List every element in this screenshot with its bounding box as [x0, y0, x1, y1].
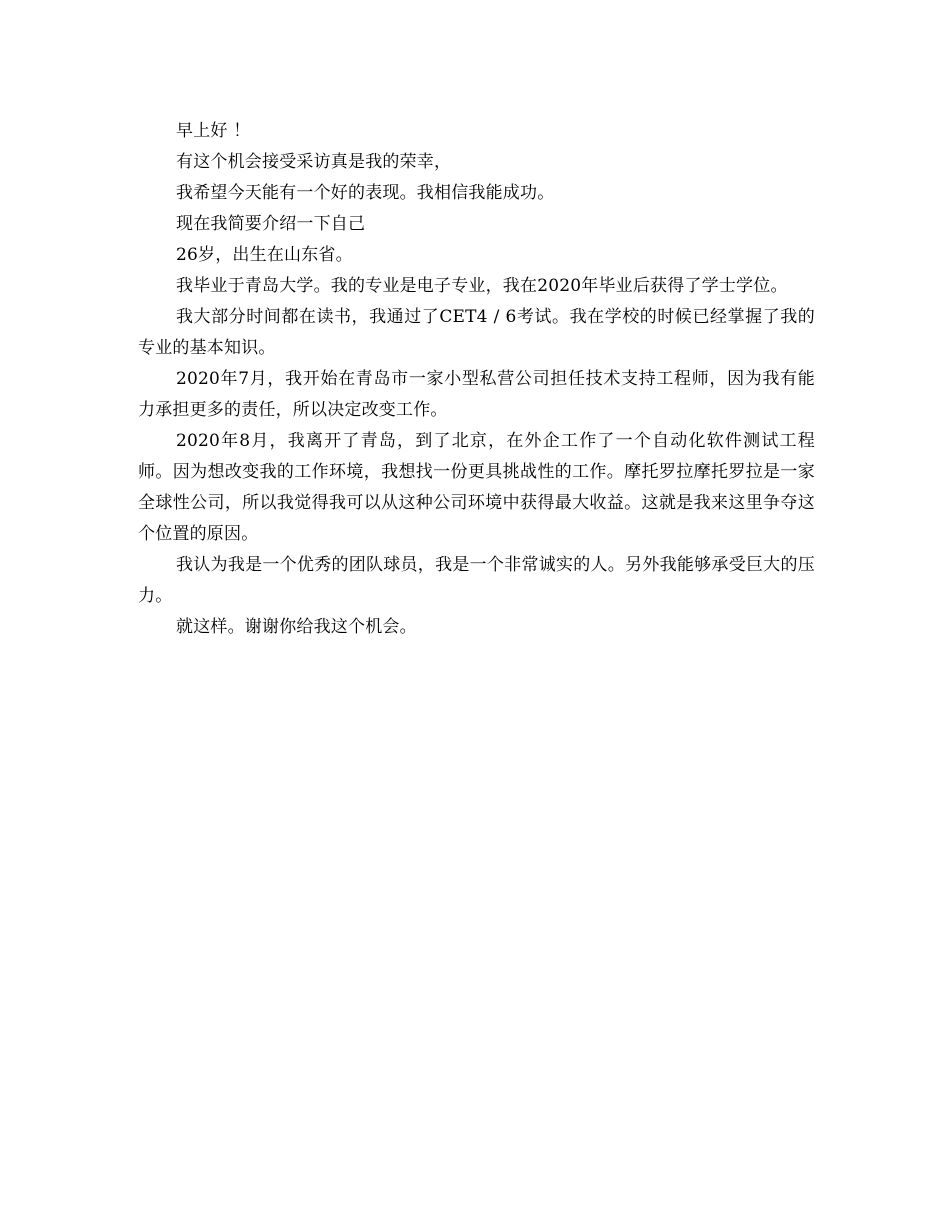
paragraph-age: 26岁，出生在山东省。: [176, 245, 353, 265]
paragraph-intro: 现在我简要介绍一下自己: [176, 214, 366, 234]
paragraph-closing: 就这样。谢谢你给我这个机会。: [176, 617, 417, 637]
paragraph-study: 我大部分时间都在读书，我通过了CET4 / 6考试。我在学校的时候已经掌握了我的专业的基本知识。: [138, 307, 815, 358]
paragraph-honor: 有这个机会接受采访真是我的荣幸，: [176, 152, 452, 172]
document-page: [138, 116, 815, 643]
paragraph-education: 我毕业于青岛大学。我的专业是电子专业，我在2020年毕业后获得了学士学位。: [176, 276, 788, 296]
paragraph-teamwork: 我认为我是一个优秀的团队球员，我是一个非常诚实的人。另外我能够承受巨大的压力。: [138, 555, 815, 606]
paragraph-hope: 我希望今天能有一个好的表现。我相信我能成功。: [176, 183, 555, 203]
paragraph-job-beijing: 2020年8月，我离开了青岛，到了北京，在外企工作了一个自动化软件测试工程师。因为想改变我的工作环境，我想找一份更具挑战性的工作。摩托罗拉摩托罗拉是一家全球性公司，所以我觉得我可以从这种公司环境中获得最大收益。这就是我来这里争夺这个位置的原因。: [138, 431, 815, 544]
paragraph-greeting: 早上好 ！: [176, 121, 251, 141]
paragraph-job-qingdao: 2020年7月，我开始在青岛市一家小型私营公司担任技术支持工程师，因为我有能力承担更多的责任，所以决定改变工作。: [138, 369, 815, 420]
